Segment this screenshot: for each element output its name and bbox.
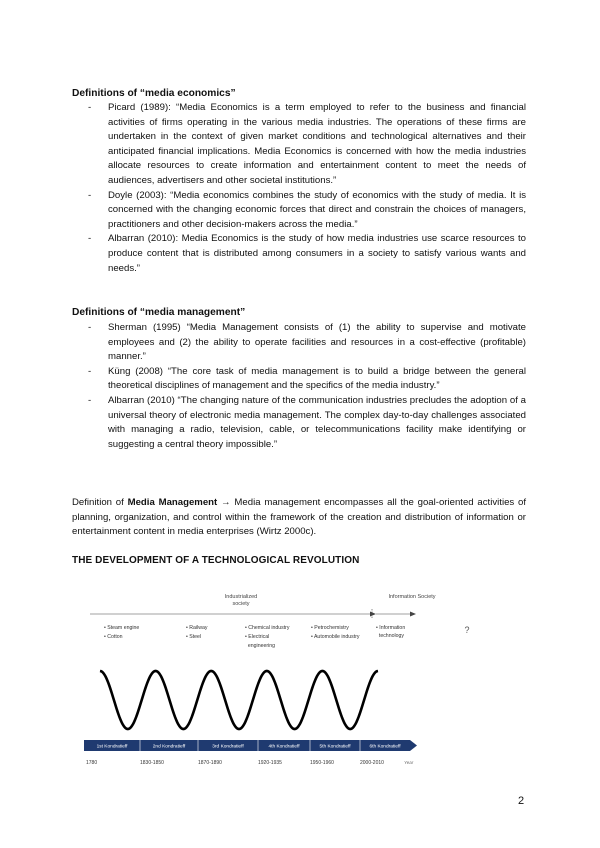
media-economics-list	[88, 101, 526, 276]
section-title: THE DEVELOPMENT OF A TECHNOLOGICAL REVOLUTION	[72, 555, 360, 566]
innovation-item: • Electrical	[245, 634, 270, 640]
kondratieff-wave-curve	[100, 671, 378, 729]
axis-label: Year	[404, 760, 414, 765]
kondratieff-label: 3rd Kondratieff	[212, 744, 244, 750]
kondratieff-label: 2nd Kondratieff	[152, 744, 186, 750]
definition-text: Sherman (1995) “Media Management consists of (1) the ability to supervise and motivate employees and (2) the ability to operate facilities and resources in a cost-effective (profitable) manner.”	[108, 322, 526, 363]
list-item: - Sherman (1995) “Media Management consists of (1) the ability to supervise and motivate employees and (2) the ability to operate facilities and resources in a cost-effective (profitable) manner.”	[88, 322, 526, 363]
innovation-item: • Chemical industry	[245, 625, 290, 631]
innovation-item: • Automobile industry	[311, 634, 360, 640]
period-label: 2000-2010	[360, 760, 384, 766]
definition-text: Albarran (2010) “The changing nature of the communication industries precludes the adoption of a universal theory of electronic media management. The complex day-to-day challenges associated with managing a radio, television, cable, or telecommunications facility make identifying or suggesting a central theory impossible.”	[108, 394, 526, 450]
list-item: - Albarran (2010): Media Economics is the study of how media industries use scarce resources to produce content that is distributed among consumers in a society to satisfy various wants and needs.”	[88, 233, 526, 274]
innovation-item: • Information	[376, 625, 406, 631]
definition-body: Media management encompasses all the goal-oriented activities of planning, organization, and control within the framework of the creation and distribution of information or entertainment content in media enterprises (Wirtz 2000c).	[72, 497, 526, 538]
media-economics-heading: Definitions of “media economics”	[72, 88, 236, 99]
definition-term: Media Management	[127, 497, 218, 508]
arrow-icon	[410, 740, 417, 751]
innovation-item: • Railway	[186, 625, 208, 631]
period-label: 1870-1890	[198, 760, 222, 766]
period-label: 1780	[86, 760, 98, 766]
arrow-icon	[410, 612, 416, 617]
kondratieff-label: 1st Kondratieff	[96, 744, 128, 750]
kondratieff-label: 6th Kondratieff	[369, 744, 401, 750]
media-management-heading: Definitions of “media management”	[72, 307, 246, 318]
innovation-item: • Cotton	[104, 634, 123, 640]
era-label-industrialized-2: society	[232, 601, 250, 607]
era-label-industrialized-1: Industrialized	[224, 594, 258, 600]
innovation-item: engineering	[245, 643, 275, 649]
definition-text: Küng (2008) “The core task of media management is to build a bridge between the general theoretical disciplines of management and the specifics of the media industry.”	[108, 365, 526, 392]
page-number: 2	[518, 795, 525, 807]
kondratieff-wave-diagram	[80, 585, 470, 770]
period-label: 1830-1850	[140, 760, 164, 766]
list-item: - Küng (2008) “The core task of media management is to build a bridge between the general theoretical disciplines of management and the specifics of the media industry.”	[88, 365, 526, 392]
era-label-information: Information Society	[388, 594, 436, 600]
definition-text: Picard (1989): “Media Economics is a term employed to refer to the business and financial activities of firms operating in the various media industries. The operations of these firms are undertaken in the context of given market conditions and technological alternatives and their anticipated financial implications. Media Economics is concerned with how the media industries allocate resources to create information and entertainment content to meet the needs of audiences, advertisers and other societal institutions.”	[108, 102, 526, 186]
innovation-item: technology	[376, 633, 404, 639]
innovation-item: • Petrochemistry	[311, 625, 349, 631]
kondratieff-label: 5th Kondratieff	[319, 744, 351, 750]
innovation-item: • Steel	[186, 634, 202, 640]
definition-prefix: Definition of	[72, 497, 128, 508]
list-item: - Albarran (2010) “The changing nature of the communication industries precludes the adoption of a universal theory of electronic media management. The complex day-to-day challenges associated with managing a radio, television, cable, or telecommunications facility make identifying or suggesting a central theory impossible.”	[88, 394, 526, 450]
definition-text: Doyle (2003): “Media economics combines the study of economics with the study of media. It is concerned with the changing economic forces that direct and constrain the choices of managers, practitioners and other decision-makers across the media.”	[108, 189, 526, 230]
media-management-definition	[72, 496, 526, 540]
arrow-icon	[370, 612, 376, 617]
list-item: - Picard (1989): “Media Economics is a term employed to refer to the business and financial activities of firms operating in the various media industries. The operations of these firms are undertaken in the context of given market conditions and technological alternatives and their anticipated financial implications. Media Economics is concerned with how the media industries allocate resources to create information and entertainment content to meet the needs of audiences, advertisers and other societal institutions.”	[88, 102, 526, 186]
list-item: - Doyle (2003): “Media economics combines the study of economics with the study of media. It is concerned with the changing economic forces that direct and constrain the choices of managers, practitioners and other decision-makers across the media.”	[88, 189, 526, 230]
arrow-icon: →	[217, 497, 235, 508]
kondratieff-band	[84, 740, 410, 751]
innovation-item: • Steam engine	[104, 625, 140, 631]
unknown-wave-marker: ?	[464, 625, 470, 635]
period-label: 1920-1935	[258, 760, 282, 766]
kondratieff-label: 4th Kondratieff	[268, 744, 300, 750]
definition-text: Albarran (2010): Media Economics is the study of how media industries use scarce resources to produce content that is distributed among consumers in a society to satisfy various wants and needs.”	[108, 233, 526, 274]
period-label: 1950-1960	[310, 760, 334, 766]
media-management-list	[88, 321, 526, 452]
